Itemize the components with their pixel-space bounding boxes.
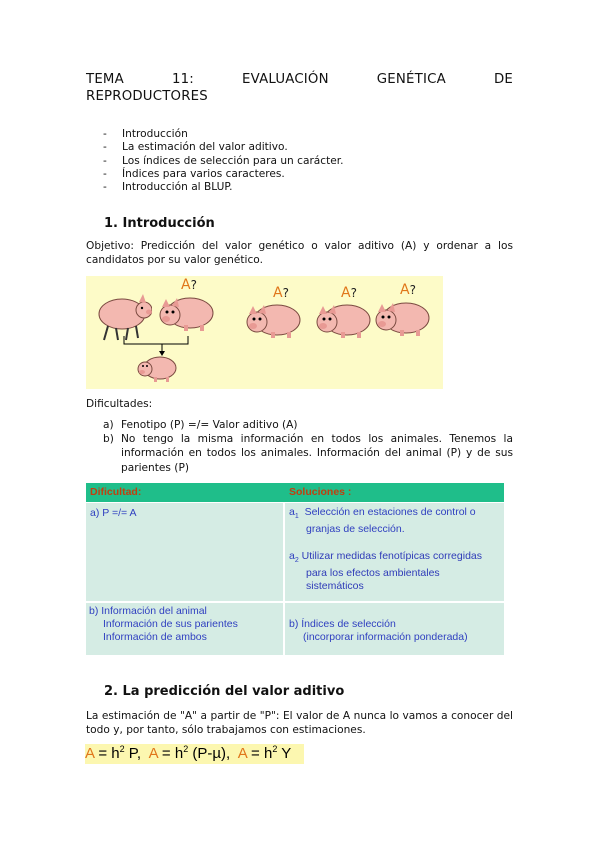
table-cell: b) Información del animal Información de sus parientes Información de ambos [86,603,283,655]
pigs-figure [86,276,443,389]
additive-value-label: A? [273,285,289,301]
list-dash: - [103,141,107,154]
header-solutions: Soluciones : [289,486,352,498]
table-header [86,483,504,502]
table-cell: a) P =/= A [86,503,283,601]
additive-value-label: A? [400,282,416,298]
table-cell: $a_1$ Selección en estaciones de control o granjas de selección. $a_2$ Utilizar medidas fenotípicas corregidas para los efectos ambientales sistemáticos [285,503,504,601]
heritability-formula: $A = h^2$ P, $A = h^2$ (P-µ), $A = h^2$ Y [85,744,304,764]
difficulty-item: a) Fenotipo (P) =/= Valor aditivo (A) [103,419,298,431]
title-word: GENÉTICA [376,72,446,87]
list-dash: - [103,154,107,167]
table-cell: b) Índices de selección (incorporar información ponderada) [285,603,504,655]
chapter-title [86,71,513,105]
header-difficulty: Dificultad: [90,486,142,498]
list-marker: a) [103,419,114,431]
title-word: EVALUACIÓN [242,72,329,87]
title-word: TEMA [86,72,124,87]
difficulties-list [103,418,513,475]
difficulties-label: Dificultades: [86,398,153,410]
list-dash: - [103,128,107,140]
contents-item: - Índices para varios caracteres. [103,167,285,180]
contents-item: - La estimación del valor aditivo. [103,141,288,154]
offspring-pig-image [136,352,178,384]
candidate-pig-image [245,300,303,340]
contents-list [103,128,344,194]
objective-paragraph: Objetivo: Predicción del valor genético o valor aditivo (A) y ordenar a los candidatos por su valor genético. [86,240,513,267]
difficulties-solutions-table [86,483,504,655]
list-marker: b) [103,433,114,446]
list-dash: - [103,181,107,194]
title-word: 11: [171,72,194,87]
additive-value-label: A? [181,277,197,293]
candidate-pig-image [374,298,432,338]
difficulty-item: b) No tengo la misma información en todos los animales. Tenemos la información en todos los animales. Información del animal (P) y de sus parientes (P) [103,433,513,474]
parent-pig-image [158,293,216,333]
additive-value-label: A? [341,285,357,301]
contents-item: - Los índices de selección para un carácter. [103,154,344,167]
contents-item: - Introducción al BLUP. [103,181,233,194]
list-dash: - [103,167,107,180]
parent-pig-image [94,290,152,342]
title-word: DE [493,72,513,87]
section-heading-introduccion: 1. Introducción [104,216,215,231]
estimation-paragraph: La estimación de "A" a partir de "P": El valor de A nunca lo vamos a conocer del todo y, por tanto, sólo trabajamos con estimaciones. [86,710,513,737]
section-heading-prediccion: 2. La predicción del valor aditivo [104,684,345,699]
contents-item: - Introducción [103,128,188,140]
title-line2: REPRODUCTORES [86,89,208,104]
candidate-pig-image [315,300,373,340]
